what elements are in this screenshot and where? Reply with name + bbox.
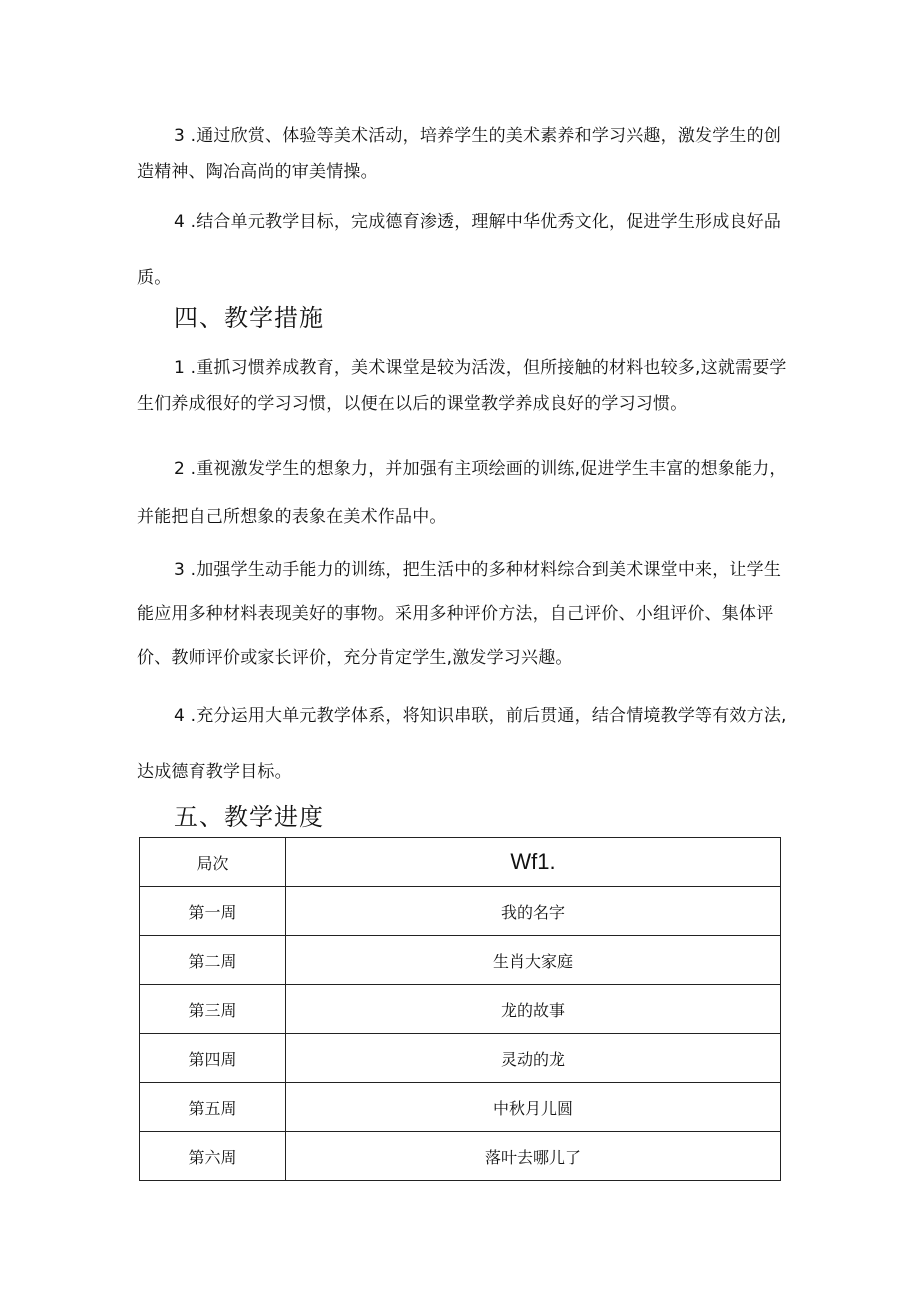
- table-row: [140, 1034, 781, 1083]
- content-cell: 生肖大家庭: [286, 936, 781, 985]
- goal-item-3: 3 .通过欣赏、体验等美术活动，培养学生的美术素养和学习兴趣，激发学生的创造精神、陶冶高尚的审美情操。: [137, 126, 782, 182]
- measure-item-1: 1 .重抓习惯养成教育，美术课堂是较为活泼，但所接触的材料也较多,这就需要学生们养成很好的学习习惯，以便在以后的课堂教学养成良好的学习习惯。: [137, 358, 787, 414]
- content-cell: 中秋月儿圆: [286, 1083, 781, 1132]
- column-header-content: Wf1.: [286, 838, 781, 887]
- column-header-week: 局次: [140, 838, 286, 887]
- section-heading-teaching-schedule: 五、教学进度: [174, 803, 324, 831]
- week-cell: 第四周: [140, 1034, 286, 1083]
- schedule-table: [139, 837, 781, 1181]
- table-row: [140, 887, 781, 936]
- content-cell: 落叶去哪儿了: [286, 1132, 781, 1181]
- content-cell: 我的名字: [286, 887, 781, 936]
- measure-item-2: 2 .重视激发学生的想象力，并加强有主项绘画的训练,促进学生丰富的想象能力，并能把自己所想象的表象在美术作品中。: [137, 459, 787, 527]
- table-row: [140, 936, 781, 985]
- table-header-row: [140, 838, 781, 887]
- table-row: [140, 1132, 781, 1181]
- week-cell: 第六周: [140, 1132, 286, 1181]
- measure-item-4: 4 .充分运用大单元教学体系，将知识串联，前后贯通，结合情境教学等有效方法,达成德育教学目标。: [137, 706, 787, 782]
- content-cell: 龙的故事: [286, 985, 781, 1034]
- week-cell: 第三周: [140, 985, 286, 1034]
- week-cell: 第五周: [140, 1083, 286, 1132]
- measure-item-3: 3 .加强学生动手能力的训练，把生活中的多种材料综合到美术课堂中来，让学生能应用多种材料表现美好的事物。采用多种评价方法，自己评价、小组评价、集体评价、教师评价或家长评价，充分肯定学生,激发学习兴趣。: [137, 560, 782, 668]
- table-row: [140, 1083, 781, 1132]
- table-row: [140, 985, 781, 1034]
- goal-item-4: 4 .结合单元教学目标，完成德育渗透，理解中华优秀文化，促进学生形成良好品质。: [137, 212, 782, 288]
- content-cell: 灵动的龙: [286, 1034, 781, 1083]
- week-cell: 第二周: [140, 936, 286, 985]
- week-cell: 第一周: [140, 887, 286, 936]
- section-heading-teaching-measures: 四、教学措施: [174, 304, 324, 332]
